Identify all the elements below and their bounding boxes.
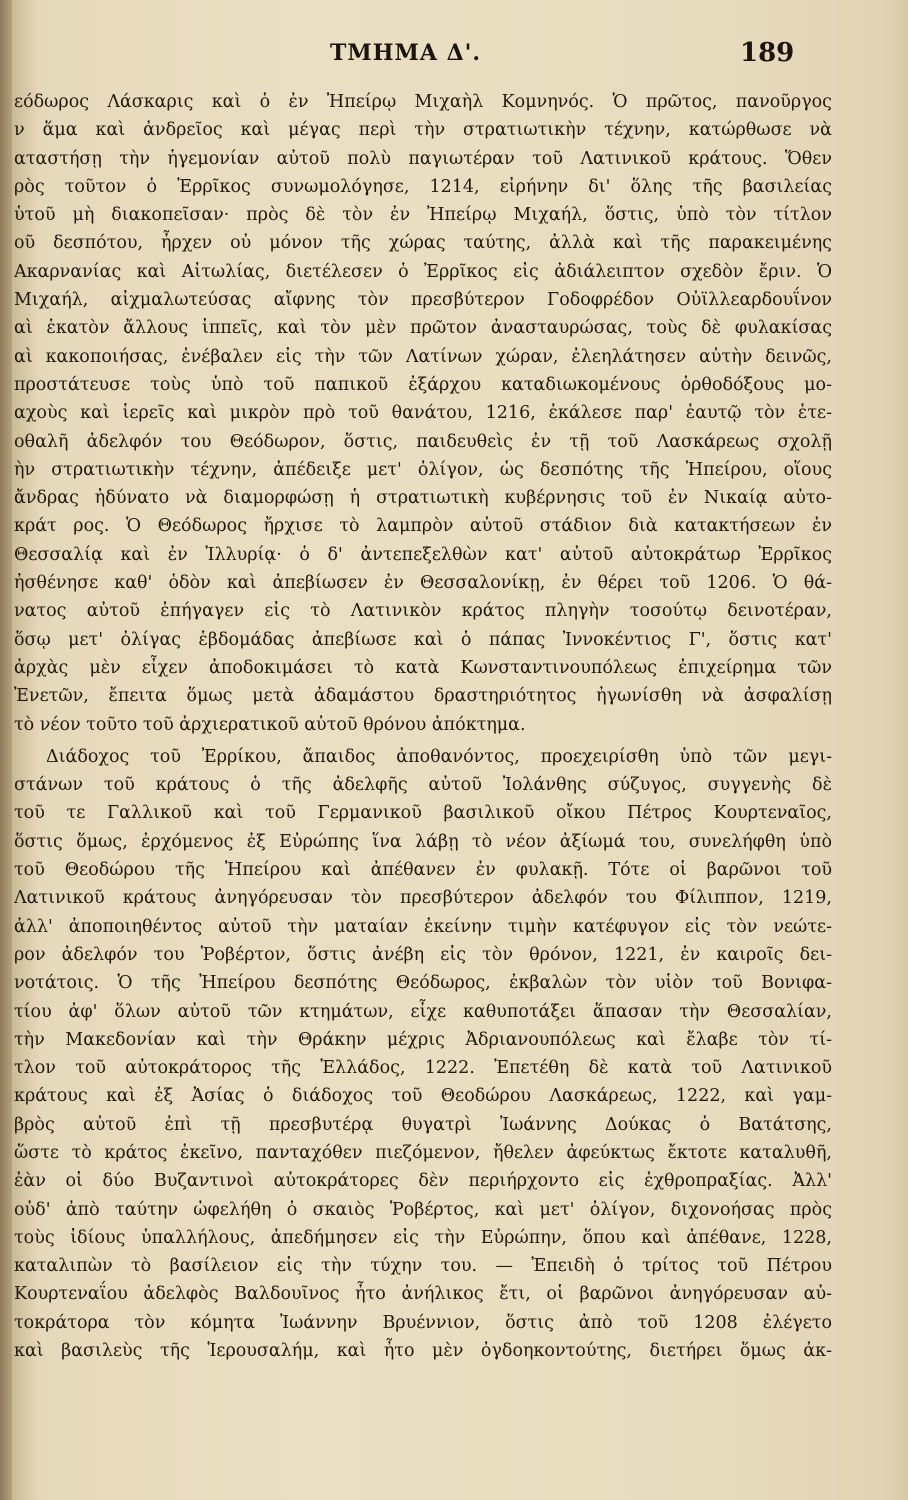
text-line: ὑτοῦ μὴ διακοπεῖσαν· πρὸς δὲ τὸν ἐν Ἠπείρῳ Μιχαήλ, ὅστις, ὑπὸ τὸν τίτλον [14, 205, 832, 226]
section-title: ΤΜΗΜΑ Δ'. [330, 40, 482, 66]
text-line: αταστήσῃ τὴν ἡγεμονίαν αὐτοῦ πολὺ παγιωτέραν τοῦ Λατινικοῦ κράτους. Ὅθεν [14, 148, 832, 169]
body-text [14, 88, 832, 1365]
text-line: Θεσσαλίᾳ καὶ ἐν Ἰλλυρίᾳ· ὁ δ' ἀντεπεξελθὼν κατ' αὐτοῦ αὐτοκράτωρ Ἐρρῖκος [14, 544, 832, 565]
text-line: ὅσῳ μετ' ὀλίγας ἑβδομάδας ἀπεβίωσε καὶ ὁ πάπας Ἰννοκέντιος Γ', ὅστις κατ' [14, 629, 832, 650]
text-line: ἀλλ' ἀποποιηθέντος αὐτοῦ τὴν ματαίαν ἐκείνην τιμὴν κατέφυγον εἰς τὸν νεώτε- [14, 916, 832, 937]
text-line: ὴν στρατιωτικὴν τέχνην, ἀπέδειξε μετ' ὀλίγον, ὡς δεσπότης τῆς Ἠπείρου, οἵους [14, 459, 832, 480]
text-line: ὅστις ὅμως, ἐρχόμενος ἐξ Εὐρώπης ἵνα λάβῃ τὸ νέον ἀξίωμά του, συνελήφθη ὑπὸ [14, 831, 832, 852]
text-line: τοὺς ἰδίους ὑπαλλήλους, ἀπεδήμησεν εἰς τὴν Εὐρώπην, ὅπου καὶ ἀπέθανε, 1228, [14, 1227, 832, 1248]
text-line: τὴν Μακεδονίαν καὶ τὴν Θράκην μέχρις Ἀδριανουπόλεως καὶ ἔλαβε τὸν τί- [14, 1029, 832, 1050]
text-line: στάνων τοῦ κράτους ὁ τῆς ἀδελφῆς αὐτοῦ Ἰολάνθης σύζυγος, συγγενὴς δὲ [14, 775, 832, 796]
text-line: νατος αὐτοῦ ἐπήγαγεν εἰς τὸ Λατινικὸν κράτος πληγὴν τοσούτῳ δεινοτέραν, [14, 601, 832, 622]
text-line: εόδωρος Λάσκαρις καὶ ὁ ἐν Ἠπείρῳ Μιχαὴλ Κομνηνός. Ὁ πρῶτος, πανοῦργος [14, 92, 832, 112]
text-line: αχοὺς καὶ ἱερεῖς καὶ μικρὸν πρὸ τοῦ θανάτου, 1216, ἐκάλεσε παρ' ἑαυτῷ τὸν ἑτε- [14, 403, 832, 424]
text-line: οὐδ' ἀπὸ ταύτην ὠφελήθη ὁ σκαιὸς Ῥοβέρτος, καὶ μετ' ὀλίγον, διχονοήσας πρὸς [14, 1199, 832, 1220]
text-line: καταλιπὼν τὸ βασίλειον εἰς τὴν τύχην του. — Ἐπειδὴ ὁ τρίτος τοῦ Πέτρου [14, 1256, 832, 1277]
text-line: ὥστε τὸ κράτος ἐκεῖνο, πανταχόθεν πιεζόμενον, ἤθελεν ἀφεύκτως ἔκτοτε καταλυθῆ, [14, 1142, 832, 1163]
text-line: αὶ κακοποιήσας, ἐνέβαλεν εἰς τὴν τῶν Λατίνων χώραν, ἐλεηλάτησεν αὐτὴν δεινῶς, [14, 346, 832, 367]
text-line: αὶ ἑκατὸν ἄλλους ἱππεῖς, καὶ τὸν μὲν πρῶτον ἀνασταυρώσας, τοὺς δὲ φυλακίσας [14, 318, 832, 339]
text-line: προστάτευσε τοὺς ὑπὸ τοῦ παπικοῦ ἐξάρχου καταδιωκομένους ὀρθοδόξους μο- [14, 374, 832, 395]
text-line: τοκράτορα τὸν κόμητα Ἰωάννην Βρυέννιον, ὅστις ἀπὸ τοῦ 1208 ἐλέγετο [14, 1312, 832, 1333]
text-line: Κουρτεναΐου ἀδελφὸς Βαλδουῖνος ἦτο ἀνήλικος ἔτι, οἱ βαρῶνοι ἀνηγόρευσαν αὐ- [14, 1284, 832, 1305]
text-line: κράτους καὶ ἐξ Ἀσίας ὁ διάδοχος τοῦ Θεοδώρου Λασκάρεως, 1222, καὶ γαμ- [14, 1086, 832, 1107]
text-line: καὶ βασιλεὺς τῆς Ἱερουσαλήμ, καὶ ἦτο μὲν ὀγδοηκοντούτης, διετήρει ὅμως ἀκ- [14, 1341, 832, 1362]
text-line: Ἐνετῶν, ἔπειτα ὅμως μετὰ ἀδαμάστου δραστηριότητος ἠγωνίσθη νὰ ἀσφαλίσῃ [14, 686, 832, 707]
text-line: Ακαρνανίας καὶ Αἰτωλίας, διετέλεσεν ὁ Ἐρρῖκος εἰς ἀδιάλειπτον σχεδὸν ἔριν. Ὁ [14, 261, 832, 282]
text-line: οθαλῆ ἀδελφόν του Θεόδωρον, ὅστις, παιδευθεὶς ἐν τῇ τοῦ Λασκάρεως σχολῇ [14, 431, 832, 452]
page-binding-edge [0, 0, 12, 1500]
text-line: Λατινικοῦ κράτους ἀνηγόρευσαν τὸν πρεσβύτερον ἀδελφόν του Φίλιππον, 1219, [14, 888, 832, 909]
text-line: τὸ νέον τοῦτο τοῦ ἀρχιερατικοῦ αὐτοῦ θρόνου ἀπόκτημα. [14, 714, 526, 735]
text-line: ἐὰν οἱ δύο Βυζαντινοὶ αὐτοκράτορες δὲν περιήρχοντο εἰς ἐχθροπραξίας. Ἀλλ' [14, 1171, 832, 1192]
text-line: νοτάτοις. Ὁ τῆς Ἠπείρου δεσπότης Θεόδωρος, ἐκβαλὼν τὸν υἱὸν τοῦ Βονιφα- [14, 973, 832, 994]
text-line: οῦ δεσπότου, ἦρχεν οὐ μόνον τῆς χώρας ταύτης, ἀλλὰ καὶ τῆς παρακειμένης [14, 233, 832, 254]
text-line: ἀρχὰς μὲν εἶχεν ἀποδοκιμάσει τὸ κατὰ Κωνσταντινουπόλεως ἐπιχείρημα τῶν [14, 657, 832, 678]
text-line: ν ἅμα καὶ ἀνδρεῖος καὶ μέγας περὶ τὴν στρατιωτικὴν τέχνην, κατώρθωσε νὰ [14, 120, 832, 141]
text-line: τίου ἀφ' ὅλων αὐτοῦ τῶν κτημάτων, εἶχε καθυποτάξει ἅπασαν τὴν Θεσσαλίαν, [14, 1001, 832, 1022]
running-head [0, 38, 908, 78]
text-line: ἄνδρας ἠδύνατο νὰ διαμορφώσῃ ἡ στρατιωτικὴ κυβέρνησις τοῦ ἐν Νικαίᾳ αὐτο- [14, 488, 832, 509]
text-line: τοῦ Θεοδώρου τῆς Ἠπείρου καὶ ἀπέθανεν ἐν φυλακῇ. Τότε οἱ βαρῶνοι τοῦ [14, 860, 832, 881]
paragraph-start-line: Διάδοχος τοῦ Ἐρρίκου, ἄπαιδος ἀποθανόντος, προεχειρίσθη ὑπὸ τῶν μεγι- [46, 746, 832, 767]
text-line: τοῦ τε Γαλλικοῦ καὶ τοῦ Γερμανικοῦ βασιλικοῦ οἴκου Πέτρος Κουρτεναῖος, [14, 803, 832, 824]
page-number: 189 [740, 38, 795, 68]
text-line: ρον ἀδελφόν του Ῥοβέρτον, ὅστις ἀνέβη εἰς τὸν θρόνον, 1221, ἐν καιροῖς δει- [14, 944, 832, 965]
text-line: ἠσθένησε καθ' ὁδὸν καὶ ἀπεβίωσεν ἐν Θεσσαλονίκῃ, ἐν θέρει τοῦ 1206. Ὁ θά- [14, 573, 832, 594]
text-line: Μιχαήλ, αἰχμαλωτεύσας αἴφνης τὸν πρεσβύτερον Γοδοφρέδον Οὐϊλλεαρδουΐνον [14, 290, 832, 311]
text-line: τλον τοῦ αὐτοκράτορος τῆς Ἑλλάδος, 1222. Ἐπετέθη δὲ κατὰ τοῦ Λατινικοῦ [14, 1058, 832, 1079]
text-line: κράτ ρος. Ὁ Θεόδωρος ἤρχισε τὸ λαμπρὸν αὐτοῦ στάδιον διὰ κατακτήσεων ἐν [14, 516, 832, 537]
text-line: ρὸς τοῦτον ὁ Ἐρρῖκος συνωμολόγησε, 1214, εἰρήνην δι' ὅλης τῆς βασιλείας [14, 176, 832, 197]
text-line: βρὸς αὐτοῦ ἐπὶ τῇ πρεσβυτέρᾳ θυγατρὶ Ἰωάννης Δούκας ὁ Βατάτσης, [14, 1114, 832, 1135]
